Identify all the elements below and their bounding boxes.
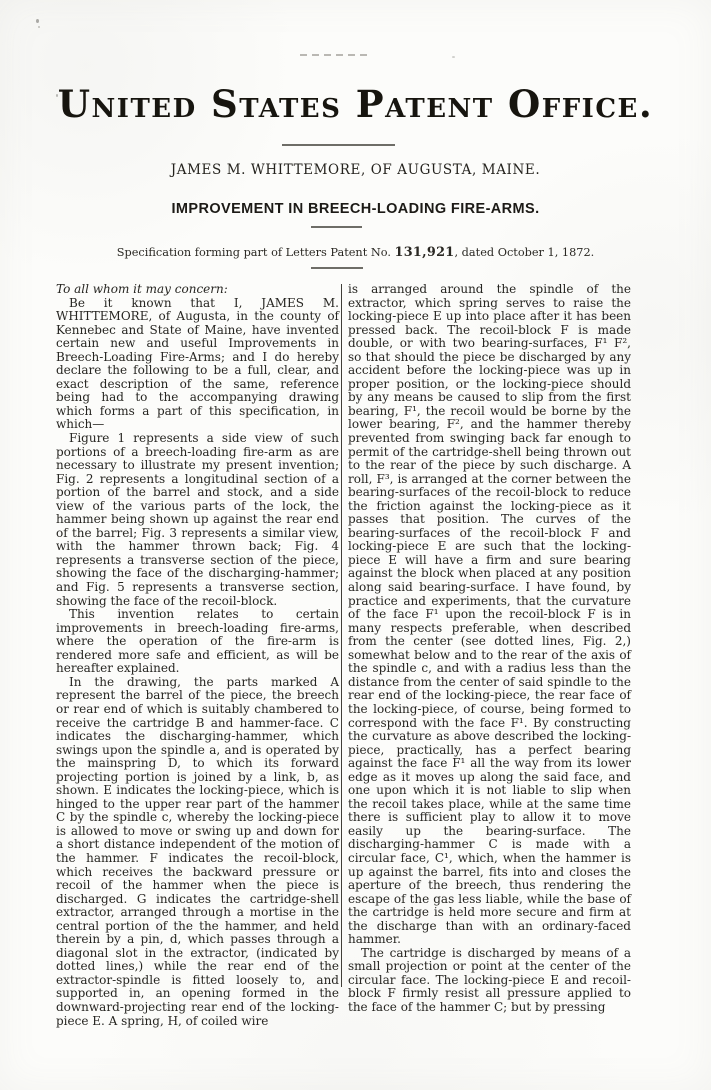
title-divider-rule — [282, 144, 395, 146]
invention-title: IMPROVEMENT IN BREECH-LOADING FIRE-ARMS. — [171, 201, 540, 217]
scan-speck — [36, 19, 39, 23]
column-divider — [341, 284, 342, 987]
paragraph: Be it known that I, JAMES M. WHITTEMORE, of Augusta, in the county of Kennebec and State of Maine, have invented certain new and useful Improvements in Breech-Loading Fire-Arms; and I do hereby declare the following to be a full, clear, and exact description of the same, reference being had to the accompanying drawing which forms a part of this specification, in which— — [56, 295, 339, 432]
specification-divider-rule — [311, 267, 363, 269]
inventor-line: JAMES M. WHITTEMORE, OF AUGUSTA, MAINE. — [170, 162, 541, 178]
paragraph: The cartridge is discharged by means of a small projection or point at the center of the circular face. The locking-piece E and recoil-block F firmly resist all pressure applied to the face of the hammer C; but by pressing — [348, 945, 631, 1014]
page-title: United States Patent Office. — [57, 82, 654, 126]
specification-line — [0, 245, 711, 260]
invention-divider-rule — [311, 226, 362, 228]
specification-prefix: Specification forming part of Letters Patent No. — [116, 246, 395, 259]
paragraph: This invention relates to certain improvements in breech-loading fire-arms, where the operation of the fire-arm is rendered more safe and efficient, as will be hereafter explained. — [56, 607, 339, 676]
specification-suffix: , dated October 1, 1872. — [454, 246, 595, 259]
scan-speck — [38, 26, 40, 28]
paragraph: is arranged around the spindle of the extractor, which spring serves to raise the locking-piece E up into place after it has been pressed back. The recoil-block F is made double, or with two bearing-surfaces, F¹ F², so that should the piece be discharged by any accident before the locking-piece was up in proper position, or the locking-piece should by any means be caused to slip from the first bearing, F¹, the recoil would be borne by the lower bearing, F², and the hammer thereby prevented from swinging back far enough to permit of the cartridge-shell being thrown out to the rear of the piece by such discharge. A roll, F³, is arranged at the corner between the bearing-surfaces of the recoil-block to reduce the friction against the locking-piece as it passes that position. The curves of the bearing-surfaces of the recoil-block F and locking-piece E are such that the locking-piece E will have a firm and sure bearing against the block when placed at any position along said bearing-surface. I have found, by practice and experiments, that the curvature of the face F¹ upon the recoil-block F is in many respects preferable, when described from the center (see dotted lines, Fig. 2,) somewhat below and to the rear of the axis of the spindle c, and with a radius less than the distance from the center of said spindle to the rear end of the locking-piece, the rear face of the locking-piece, of course, being formed to correspond with the face F¹. By constructing the curvature as above described the locking-piece, practically, has a perfect bearing against the face F¹ all the way from its lower edge as it moves up along the said face, and one upon which it is not liable to slip when the recoil takes place, while at the same time there is sufficient play to allow it to move easily up the bearing-surface. The discharging-hammer C is made with a circular face, C¹, which, when the hammer is up against the barrel, fits into and closes the aperture of the breech, thus rendering the escape of the gas less liable, while the base of the cartridge is held more secure and firm at the discharge than with an ordinary-faced hammer. — [348, 282, 631, 947]
paragraph: Figure 1 represents a side view of such portions of a breech-loading fire-arm as are necessary to illustrate my present invention; Fig. 2 represents a longitudinal section of a portion of the barrel and stock, and a side view of the various parts of the lock, the hammer being shown up against the rear end of the barrel; Fig. 3 represents a similar view, with the hammer thrown back; Fig. 4 represents a transverse section of the piece, showing the face of the discharging-hammer; and Fig. 5 represents a transverse section, showing the face of the recoil-block. — [56, 431, 339, 608]
paragraph: In the drawing, the parts marked A represent the barrel of the piece, the breech or rear end of which is suitably chambered to receive the cartridge B and hammer-face. C indicates the discharging-hammer, which swings upon the spindle a, and is operated by the mainspring D, to which its forward projecting portion is joined by a link, b, as shown. E indicates the locking-piece, which is hinged to the upper rear part of the hammer C by the spindle c, whereby the locking-piece is allowed to move or swing up and down for a short distance independent of the motion of the hammer. F indicates the recoil-block, which receives the backward pressure or recoil of the hammer when the piece is discharged. G indicates the cartridge-shell extractor, arranged through a mortise in the central portion of the the hammer, and held therein by a pin, d, which passes through a diagonal slot in the extractor, (indicated by dotted lines,) while the rear end of the extractor-spindle is fitted loosely to, and supported in, an opening formed in the downward-projecting rear end of the locking-piece E. A spring, H, of coiled wire — [56, 674, 339, 1028]
paragraph: To all whom it may concern: — [56, 282, 228, 296]
column-left — [56, 283, 339, 1028]
scan-speck — [452, 56, 455, 58]
scan-smudge — [300, 54, 368, 56]
patent-number: 131,921 — [394, 245, 455, 260]
column-right — [348, 283, 631, 1015]
